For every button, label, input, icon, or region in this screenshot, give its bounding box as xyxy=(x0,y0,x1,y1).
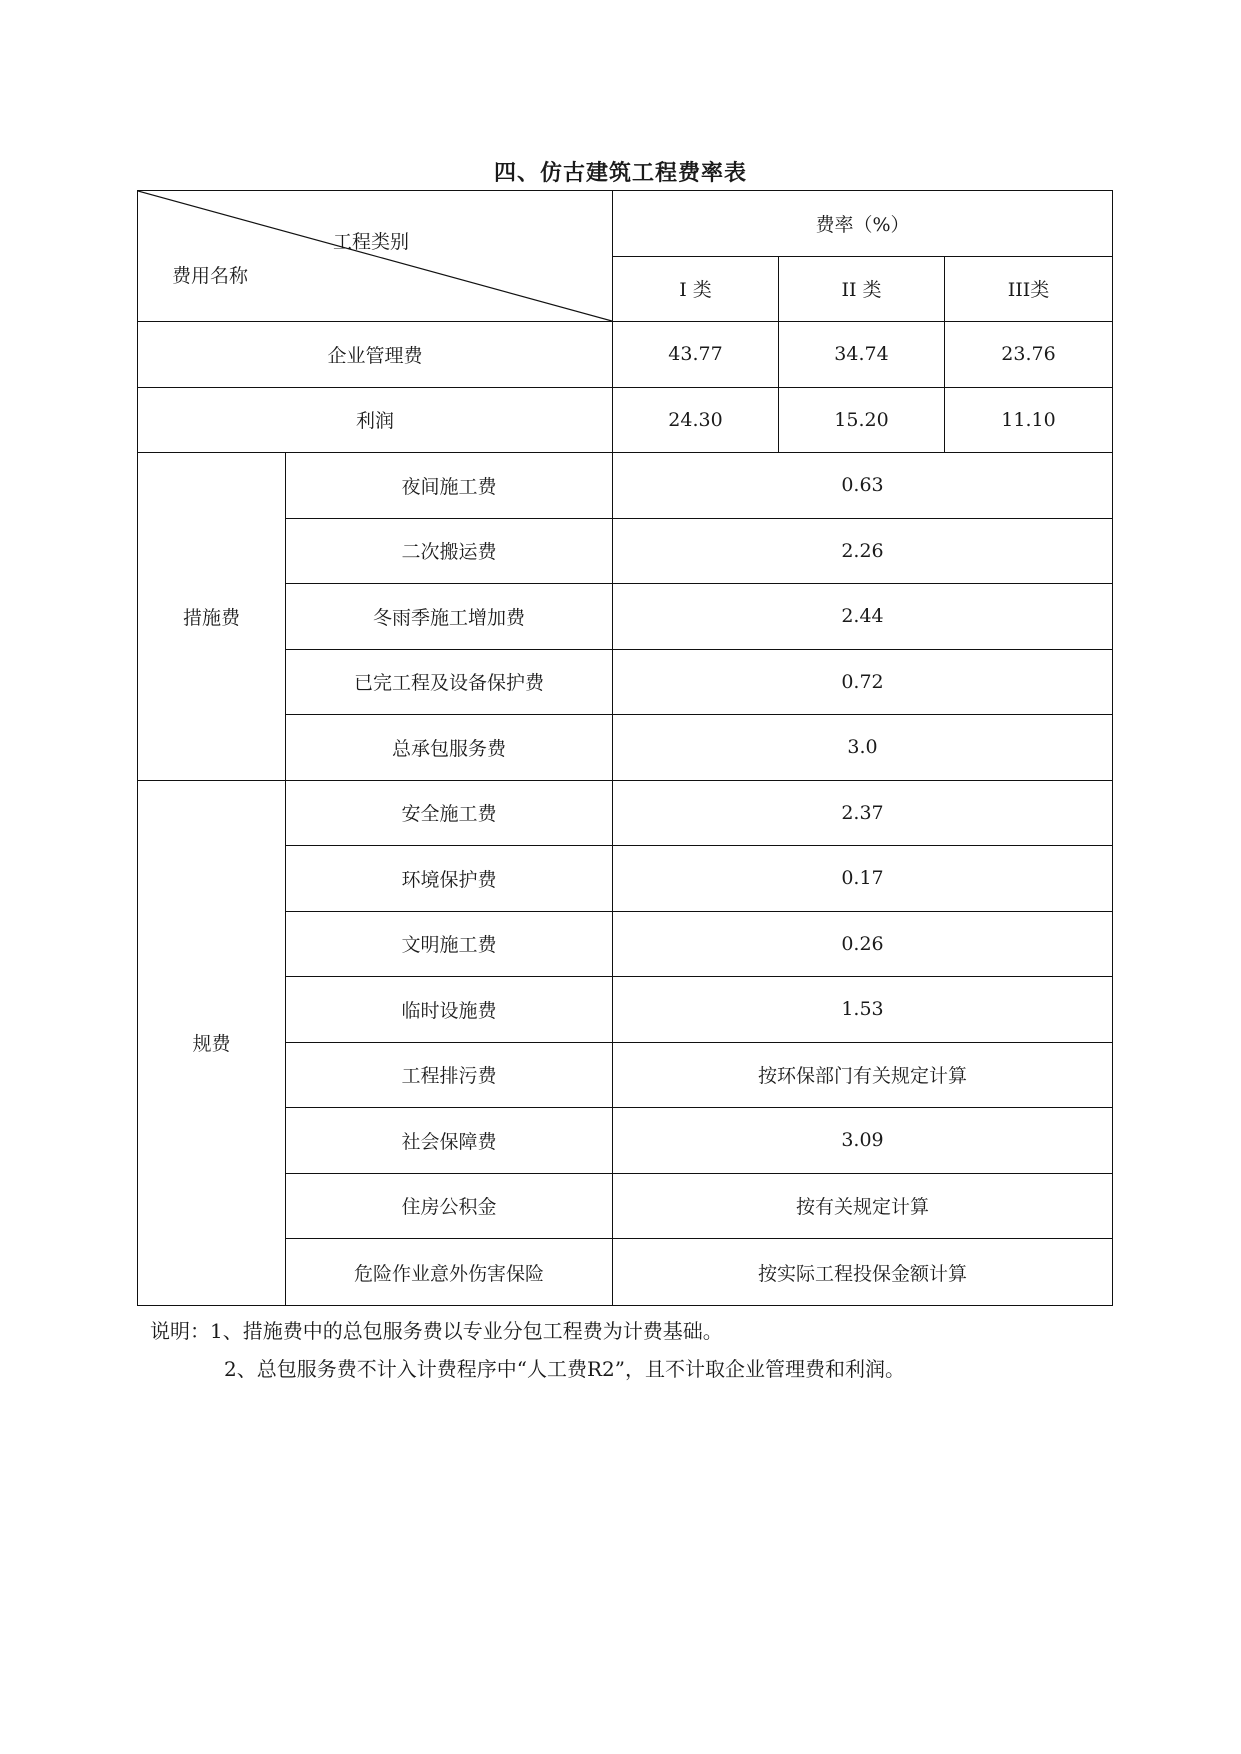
fee-item-value: 按实际工程投保金额计算 xyxy=(613,1239,1113,1306)
class-1-header: I 类 xyxy=(613,256,779,322)
note-line-1: 说明：1、措施费中的总包服务费以专业分包工程费为计费基础。 xyxy=(150,1319,723,1343)
table-row xyxy=(138,387,1113,453)
fee-item-name: 社会保障费 xyxy=(286,1108,613,1174)
overhead-class-2: 34.74 xyxy=(779,322,945,388)
diagonal-header-cell xyxy=(138,191,613,322)
fee-item-name: 工程排污费 xyxy=(286,1042,613,1108)
measure-item-name: 总承包服务费 xyxy=(286,715,613,781)
fee-item-value: 按有关规定计算 xyxy=(613,1173,1113,1239)
overhead-class-1: 43.77 xyxy=(613,322,779,388)
overhead-label: 企业管理费 xyxy=(138,322,613,388)
header-row-1 xyxy=(138,191,1113,257)
measure-item-value: 0.72 xyxy=(613,649,1113,715)
fee-item-name: 文明施工费 xyxy=(286,911,613,977)
measure-item-value: 2.26 xyxy=(613,518,1113,584)
note-line-2: 2、总包服务费不计入计费程序中“人工费R2”，且不计取企业管理费和利润。 xyxy=(224,1357,905,1381)
notes-section xyxy=(150,1312,905,1388)
fee-name-label: 费用名称 xyxy=(172,265,249,287)
measure-item-value: 2.44 xyxy=(613,584,1113,650)
engineering-category-label: 工程类别 xyxy=(333,231,410,253)
profit-label: 利润 xyxy=(138,387,613,453)
table-row xyxy=(138,453,1113,519)
measure-item-name: 二次搬运费 xyxy=(286,518,613,584)
fee-item-value: 0.26 xyxy=(613,911,1113,977)
profit-class-3: 11.10 xyxy=(945,387,1113,453)
measure-item-value: 3.0 xyxy=(613,715,1113,781)
measure-item-value: 0.63 xyxy=(613,453,1113,519)
measure-item-name: 冬雨季施工增加费 xyxy=(286,584,613,650)
fee-item-name: 临时设施费 xyxy=(286,977,613,1043)
fees-group-label: 规费 xyxy=(138,780,286,1305)
fee-item-value: 2.37 xyxy=(613,780,1113,846)
class-2-header: II 类 xyxy=(779,256,945,322)
measure-item-name: 已完工程及设备保护费 xyxy=(286,649,613,715)
measure-item-name: 夜间施工费 xyxy=(286,453,613,519)
table-row xyxy=(138,322,1113,388)
profit-class-2: 15.20 xyxy=(779,387,945,453)
overhead-class-3: 23.76 xyxy=(945,322,1113,388)
class-3-header: III类 xyxy=(945,256,1113,322)
fee-item-value: 3.09 xyxy=(613,1108,1113,1174)
diagonal-line xyxy=(138,191,612,321)
measures-group-label: 措施费 xyxy=(138,453,286,781)
fee-item-value: 0.17 xyxy=(613,846,1113,912)
profit-class-1: 24.30 xyxy=(613,387,779,453)
table-row xyxy=(138,780,1113,846)
fee-item-name: 住房公积金 xyxy=(286,1173,613,1239)
page-title: 四、仿古建筑工程费率表 xyxy=(493,161,747,186)
fee-item-value: 1.53 xyxy=(613,977,1113,1043)
rate-group-header: 费率（%） xyxy=(613,191,1113,257)
fee-item-name: 危险作业意外伤害保险 xyxy=(286,1239,613,1306)
fee-item-value: 按环保部门有关规定计算 xyxy=(613,1042,1113,1108)
fee-rate-table xyxy=(137,190,1113,1306)
fee-item-name: 环境保护费 xyxy=(286,846,613,912)
fee-item-name: 安全施工费 xyxy=(286,780,613,846)
